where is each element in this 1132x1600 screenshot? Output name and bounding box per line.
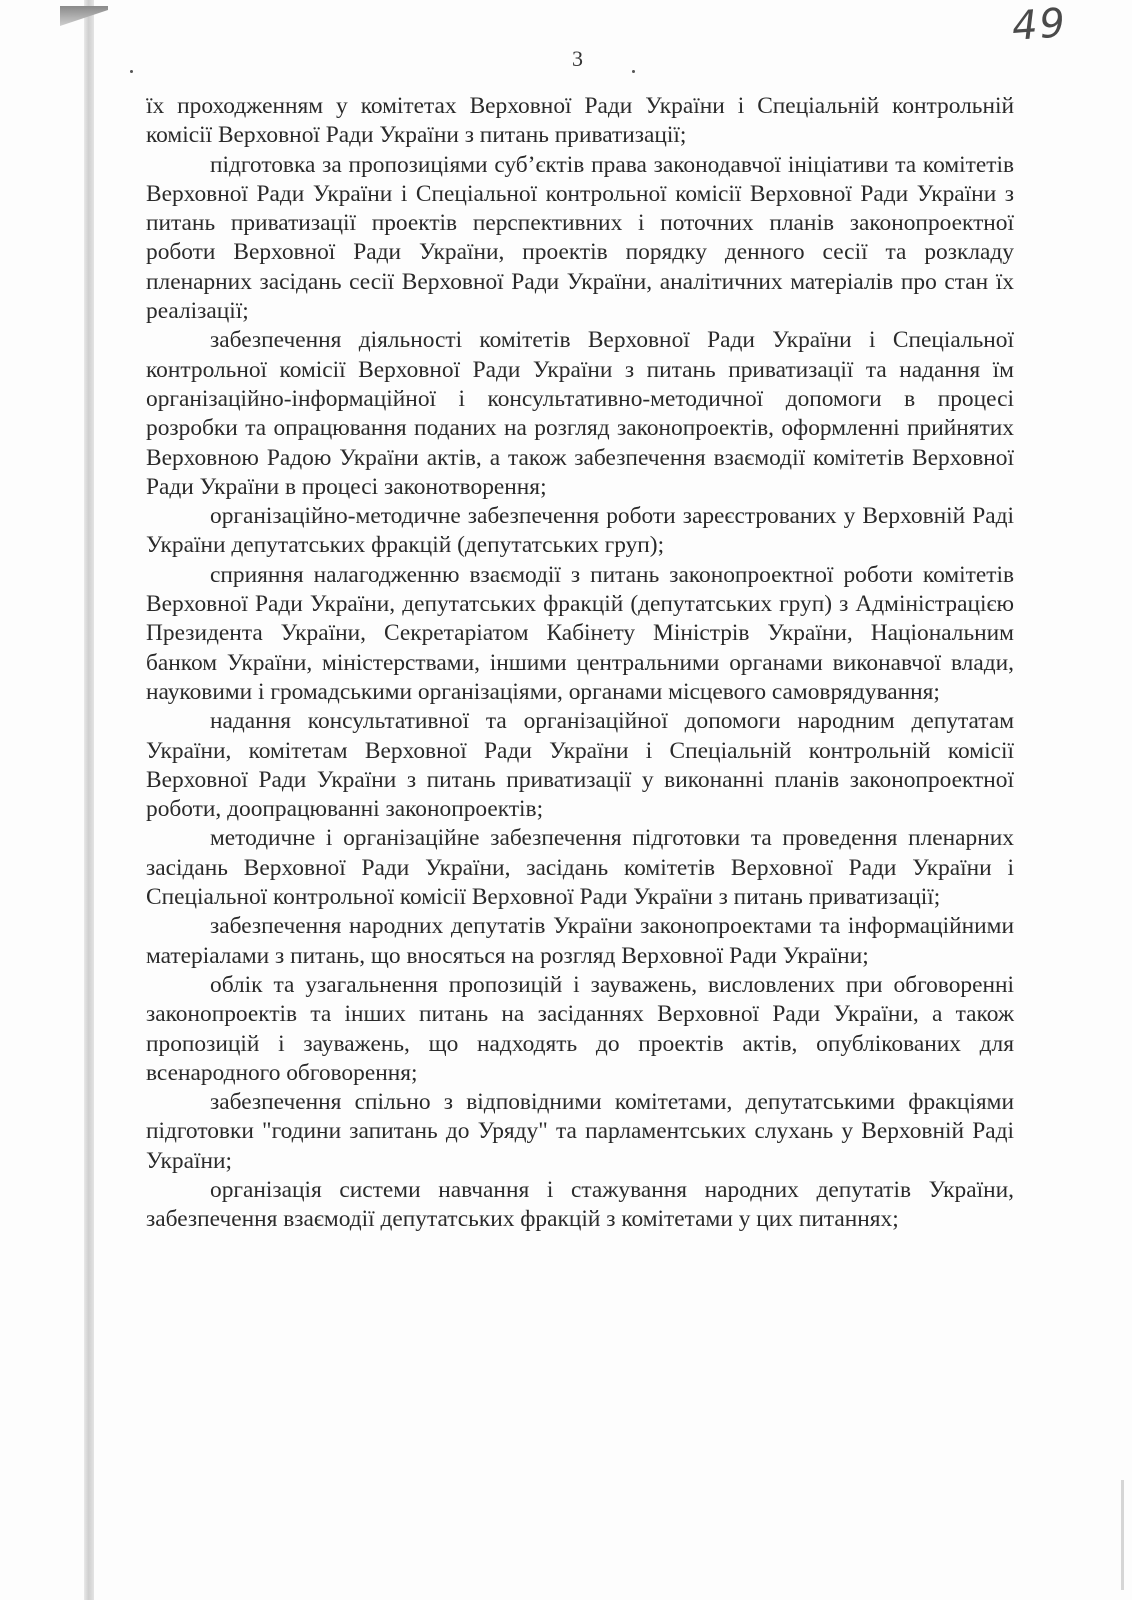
paragraph: надання консультативної та організаційної допомоги народним депутатам України, комітетам Верховної Ради України і Спеціальній контрольній комісії Верховної Ради України з питань приватизації у виконанні планів законопроектної роботи, доопрацюванні законопроектів; bbox=[146, 708, 1014, 823]
paragraph: їх проходженням у комітетах Верховної Ради України і Спеціальній контрольній комісії Верховної Ради України з питань приватизації; bbox=[146, 93, 1014, 149]
page-number: 3 bbox=[572, 46, 583, 71]
scan-speck bbox=[130, 70, 133, 73]
paragraph: облік та узагальнення пропозицій і зауважень, висловлених при обговоренні законопроектів та інших питань на засіданнях Верховної Ради України, а також пропозицій і зауважень, що надходять до проектів актів, опублікованих для всенародного обговорення; bbox=[146, 971, 1014, 1086]
paragraph: сприяння налагодженню взаємодії з питань законопроектної роботи комітетів Верховної Ради України, депутатських фракцій (депутатських груп) з Адміністрацією Президента України, Секретаріатом Кабінету Міністрів України, Національним банком України, міністерствами, іншими центральними органами виконавчої влади, науковими і громадськими організаціями, органами місцевого самоврядування; bbox=[146, 561, 1014, 705]
scan-binding-edge bbox=[84, 0, 94, 1600]
scan-right-edge bbox=[1121, 1480, 1124, 1590]
paragraph: підготовка за пропозиціями суб’єктів права законодавчої ініціативи та комітетів Верховної Ради України і Спеціальної контрольної комісії Верховної Ради України з питань приватизації проектів перспективних і поточних планів законопроектної роботи Верховної Ради України, проектів порядку денного сесії та розкладу пленарних засідань сесії Верховної Ради України, аналітичних матеріалів про стан їх реалізації; bbox=[146, 151, 1014, 325]
paragraph: забезпечення спільно з відповідними комітетами, депутатськими фракціями підготовки "години запитань до Уряду" та парламентських слухань у Верховній Раді України; bbox=[146, 1089, 1014, 1174]
handwritten-page-number: 49 bbox=[1010, 0, 1069, 50]
paragraph: методичне і організаційне забезпечення підготовки та проведення пленарних засідань Верховної Ради України, засідань комітетів Верховної Ради України і Спеціальної контрольної комісії Верховної Ради України з питань приватизації; bbox=[146, 825, 1014, 911]
document-body bbox=[146, 92, 1014, 1235]
paragraph: забезпечення народних депутатів України законопроектами та інформаційними матеріалами з питань, що вносяться на розгляд Верховної Ради України; bbox=[146, 913, 1014, 969]
paragraph: організація системи навчання і стажування народних депутатів України, забезпечення взаємодії депутатських фракцій з комітетами у цих питаннях; bbox=[146, 1176, 1014, 1233]
scan-speck bbox=[632, 70, 635, 73]
paragraph: забезпечення діяльності комітетів Верховної Ради України і Спеціальної контрольної комісії Верховної Ради України з питань приватизації та надання їм організаційно-інформаційної і консультативно-методичної допомоги в процесі розробки та опрацювання поданих на розгляд законопроектів, оформленні прийнятих Верховною Радою України актів, а також забезпечення взаємодії комітетів Верховної Ради України в процесі законотворення; bbox=[146, 327, 1014, 500]
paragraph: організаційно-методичне забезпечення роботи зареєстрованих у Верховній Раді України депутатських фракцій (депутатських груп); bbox=[146, 503, 1014, 559]
